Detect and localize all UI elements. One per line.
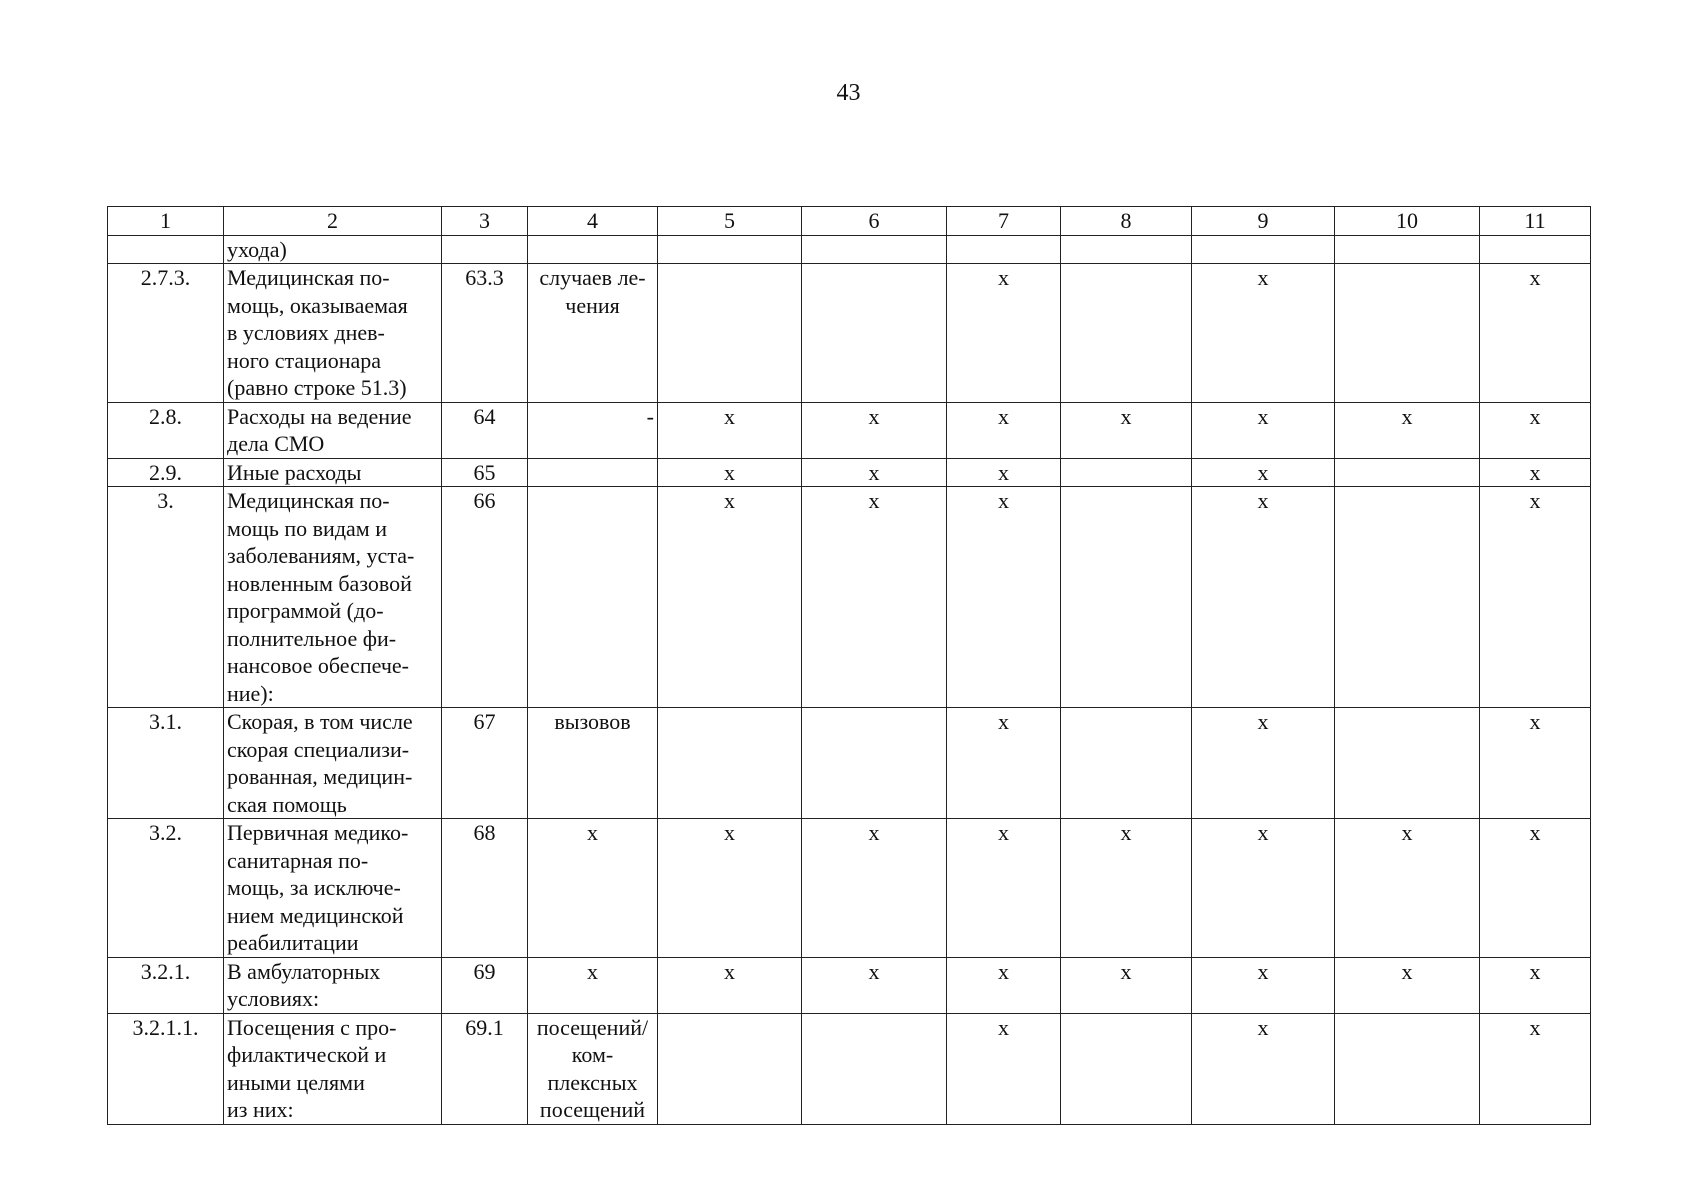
cell-col-8: [1061, 458, 1192, 487]
cell-col-11: [1480, 235, 1591, 264]
cell-col-5: х: [658, 957, 802, 1013]
row-unit: х: [528, 819, 658, 958]
table-row: [108, 1013, 1591, 1124]
cell-col-11: х: [1480, 402, 1591, 458]
cell-col-8: [1061, 1013, 1192, 1124]
cell-col-6: х: [802, 458, 947, 487]
cell-col-7: х: [947, 264, 1061, 403]
cell-col-10: [1335, 1013, 1480, 1124]
row-unit: посещений/ ком- плексных посещений: [528, 1013, 658, 1124]
cell-col-5: [658, 1013, 802, 1124]
row-name: Медицинская по- мощь, оказываемая в условиях днев- ного стационара (равно строке 51.3): [224, 264, 442, 403]
table-row: [108, 235, 1591, 264]
table-row: [108, 264, 1591, 403]
cell-col-8: [1061, 264, 1192, 403]
cell-col-8: х: [1061, 819, 1192, 958]
row-code: [442, 235, 528, 264]
row-number: 2.8.: [108, 402, 224, 458]
row-code: 64: [442, 402, 528, 458]
cell-col-6: х: [802, 957, 947, 1013]
row-name: Посещения с про- филактической и иными целями из них:: [224, 1013, 442, 1124]
row-number: 3.2.1.: [108, 957, 224, 1013]
column-number: 6: [802, 207, 947, 236]
cell-col-10: х: [1335, 819, 1480, 958]
row-name: Скорая, в том числе скорая специализи- рованная, медицин- ская помощь: [224, 708, 442, 819]
cell-col-9: х: [1192, 1013, 1335, 1124]
cell-col-11: х: [1480, 957, 1591, 1013]
cell-col-10: [1335, 708, 1480, 819]
row-number: 3.2.: [108, 819, 224, 958]
cell-col-6: [802, 1013, 947, 1124]
row-code: 68: [442, 819, 528, 958]
cell-col-7: х: [947, 957, 1061, 1013]
cell-col-8: [1061, 487, 1192, 708]
cell-col-7: х: [947, 487, 1061, 708]
row-unit: [528, 487, 658, 708]
cell-col-5: [658, 264, 802, 403]
cell-col-8: х: [1061, 402, 1192, 458]
row-unit: -: [528, 402, 658, 458]
cell-col-9: х: [1192, 708, 1335, 819]
column-number: 5: [658, 207, 802, 236]
column-number: 8: [1061, 207, 1192, 236]
table-row: [108, 819, 1591, 958]
data-table: [107, 206, 1591, 1125]
row-code: 66: [442, 487, 528, 708]
row-unit: [528, 458, 658, 487]
table-row: [108, 402, 1591, 458]
row-number: 3.1.: [108, 708, 224, 819]
row-name: Иные расходы: [224, 458, 442, 487]
cell-col-8: х: [1061, 957, 1192, 1013]
cell-col-7: х: [947, 708, 1061, 819]
column-number: 11: [1480, 207, 1591, 236]
cell-col-11: х: [1480, 708, 1591, 819]
cell-col-7: х: [947, 1013, 1061, 1124]
cell-col-5: х: [658, 819, 802, 958]
row-unit: случаев ле- чения: [528, 264, 658, 403]
table-row: [108, 458, 1591, 487]
cell-col-5: [658, 235, 802, 264]
cell-col-5: х: [658, 402, 802, 458]
cell-col-6: х: [802, 402, 947, 458]
row-code: 63.3: [442, 264, 528, 403]
cell-col-11: х: [1480, 487, 1591, 708]
cell-col-5: [658, 708, 802, 819]
row-code: 65: [442, 458, 528, 487]
row-code: 67: [442, 708, 528, 819]
cell-col-10: [1335, 458, 1480, 487]
cell-col-6: х: [802, 819, 947, 958]
row-number: [108, 235, 224, 264]
column-number: 3: [442, 207, 528, 236]
cell-col-8: [1061, 235, 1192, 264]
row-code: 69.1: [442, 1013, 528, 1124]
cell-col-10: х: [1335, 957, 1480, 1013]
cell-col-10: х: [1335, 402, 1480, 458]
cell-col-9: х: [1192, 487, 1335, 708]
column-number: 7: [947, 207, 1061, 236]
row-unit: [528, 235, 658, 264]
cell-col-10: [1335, 487, 1480, 708]
table-row: [108, 708, 1591, 819]
cell-col-6: х: [802, 487, 947, 708]
cell-col-9: х: [1192, 957, 1335, 1013]
cell-col-7: х: [947, 819, 1061, 958]
cell-col-8: [1061, 708, 1192, 819]
row-name: Первичная медико- санитарная по- мощь, за исключе- нием медицинской реабилитации: [224, 819, 442, 958]
cell-col-9: х: [1192, 819, 1335, 958]
cell-col-11: х: [1480, 458, 1591, 487]
column-number: 4: [528, 207, 658, 236]
page-number: 43: [836, 80, 861, 106]
cell-col-9: х: [1192, 264, 1335, 403]
cell-col-10: [1335, 264, 1480, 403]
row-name: В амбулаторных условиях:: [224, 957, 442, 1013]
cell-col-7: [947, 235, 1061, 264]
row-number: 2.9.: [108, 458, 224, 487]
table-row: [108, 957, 1591, 1013]
cell-col-11: х: [1480, 264, 1591, 403]
row-name: ухода): [224, 235, 442, 264]
cell-col-6: [802, 235, 947, 264]
column-number: 10: [1335, 207, 1480, 236]
row-number: 3.: [108, 487, 224, 708]
column-number: 1: [108, 207, 224, 236]
row-code: 69: [442, 957, 528, 1013]
row-number: 3.2.1.1.: [108, 1013, 224, 1124]
cell-col-11: х: [1480, 1013, 1591, 1124]
cell-col-9: [1192, 235, 1335, 264]
row-name: Медицинская по- мощь по видам и заболеваниям, уста- новленным базовой программой (до- полнительное фи- нансовое обеспече- ние):: [224, 487, 442, 708]
cell-col-6: [802, 708, 947, 819]
cell-col-11: х: [1480, 819, 1591, 958]
row-unit: вызовов: [528, 708, 658, 819]
column-number: 2: [224, 207, 442, 236]
row-unit: х: [528, 957, 658, 1013]
cell-col-7: х: [947, 402, 1061, 458]
cell-col-7: х: [947, 458, 1061, 487]
cell-col-9: х: [1192, 458, 1335, 487]
table-row: [108, 487, 1591, 708]
row-name: Расходы на ведение дела СМО: [224, 402, 442, 458]
cell-col-5: х: [658, 458, 802, 487]
row-number: 2.7.3.: [108, 264, 224, 403]
cell-col-10: [1335, 235, 1480, 264]
cell-col-6: [802, 264, 947, 403]
cell-col-9: х: [1192, 402, 1335, 458]
column-number-header-row: [108, 207, 1591, 236]
cell-col-5: х: [658, 487, 802, 708]
column-number: 9: [1192, 207, 1335, 236]
